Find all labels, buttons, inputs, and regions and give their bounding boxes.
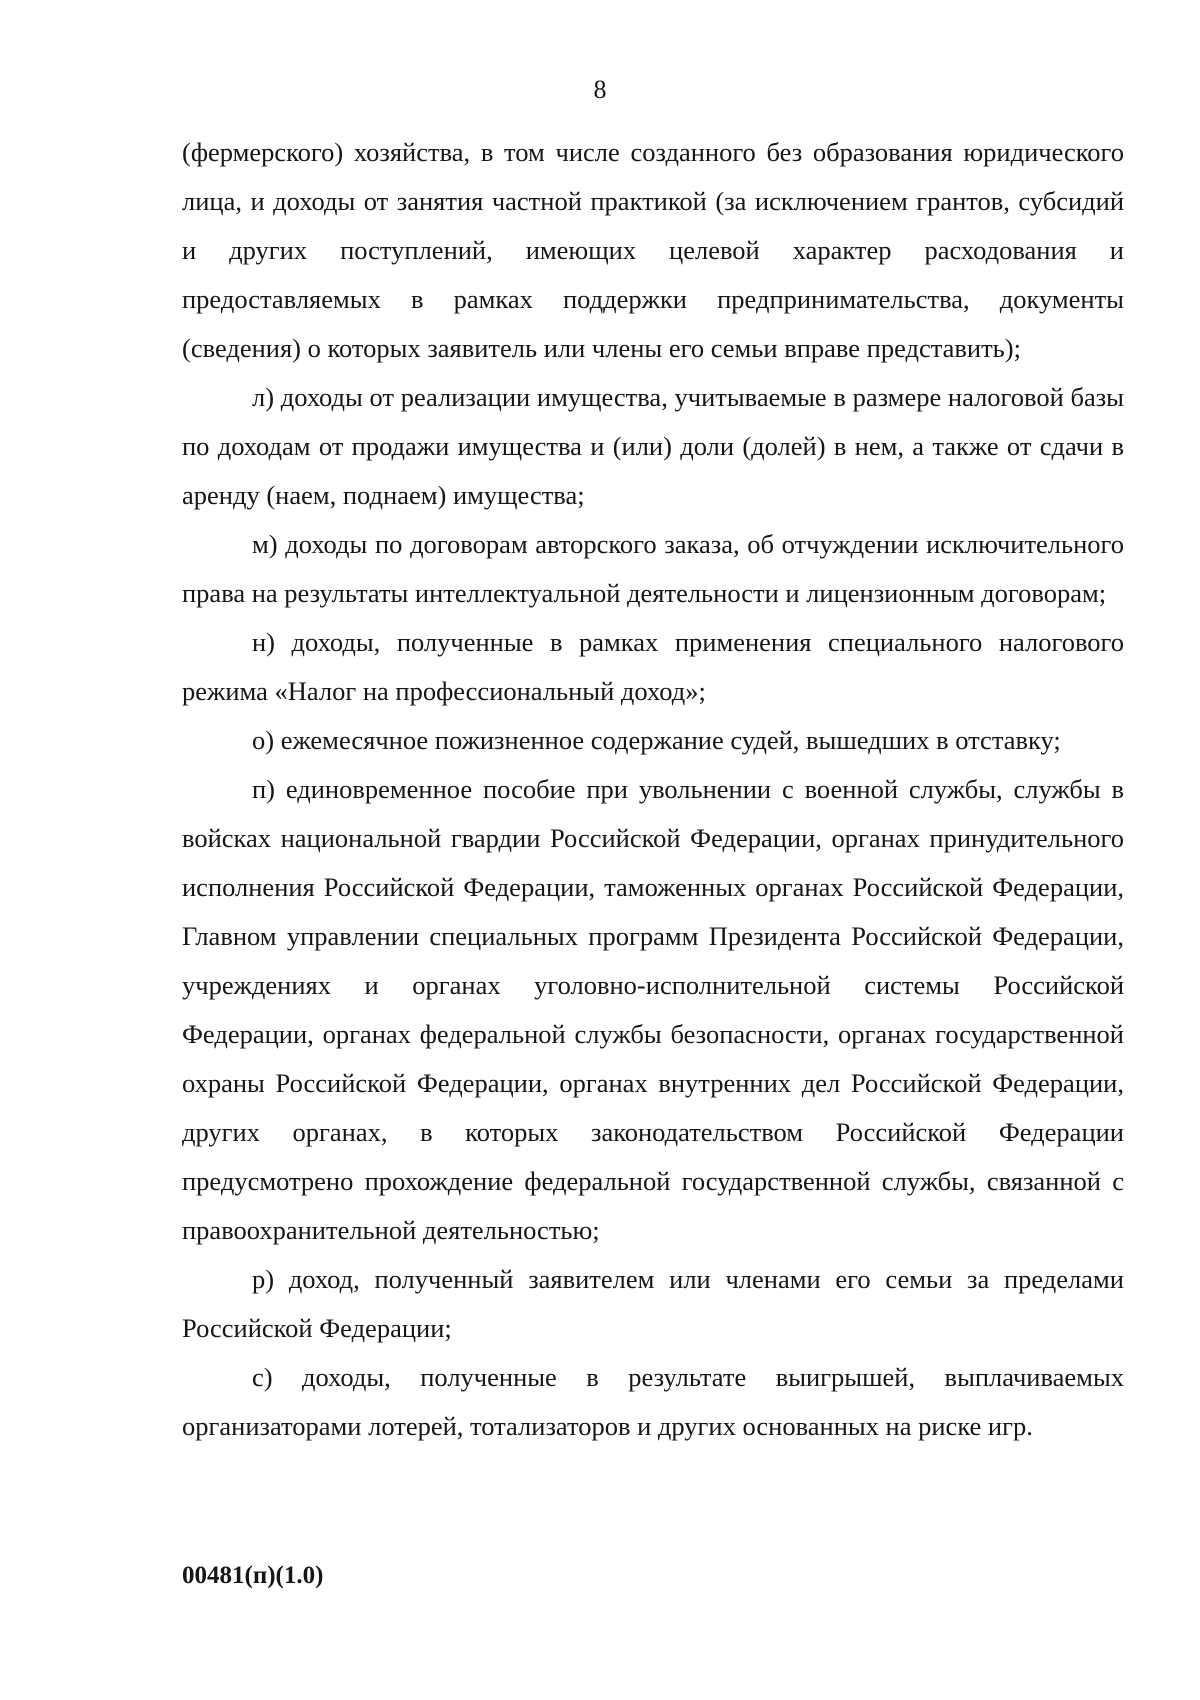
document-code: 00481(п)(1.0) bbox=[182, 1562, 324, 1589]
paragraph-item-p: п) единовременное пособие при увольнении с военной службы, службы в войсках национальной гвардии Российской Федерации, органах принудительного исполнения Российской Федерации, таможенных органах Российской Федерации, Главном управлении специальных программ Президента Российской Федерации, учреждениях и органах уголовно-исполнительной системы Российской Федерации, органах федеральной службы безопасности, органах государственной охраны Российской Федерации, органах внутренних дел Российской Федерации, других органах, в которых законодательством Российской Федерации предусмотрено прохождение федеральной государственной службы, связанной с правоохранительной деятельностью; bbox=[182, 774, 1124, 1245]
paragraph-item-r: р) доход, полученный заявителем или членами его семьи за пределами Российской Федерации; bbox=[182, 1264, 1124, 1343]
page-number: 8 bbox=[593, 75, 607, 104]
paragraph-item-l: л) доходы от реализации имущества, учитываемые в размере налоговой базы по доходам от продажи имущества и (или) доли (долей) в нем, а также от сдачи в аренду (наем, поднаем) имущества; bbox=[182, 382, 1124, 510]
paragraph-item-m: м) доходы по договорам авторского заказа, об отчуждении исключительного права на результаты интеллектуальной деятельности и лицензионным договорам; bbox=[182, 529, 1124, 608]
paragraph-continuation: (фермерского) хозяйства, в том числе созданного без образования юридического лица, и доходы от занятия частной практикой (за исключением грантов, субсидий и других поступлений, имеющих целевой характер расходования и предоставляемых в рамках поддержки предпринимательства, документы (сведения) о которых заявитель или члены его семьи вправе представить); bbox=[182, 137, 1124, 363]
paragraph-item-o: о) ежемесячное пожизненное содержание судей, вышедших в отставку; bbox=[252, 725, 1061, 755]
document-body bbox=[182, 128, 1124, 1451]
paragraph-item-s: с) доходы, полученные в результате выигрышей, выплачиваемых организаторами лотерей, тотализаторов и других основанных на риске игр. bbox=[182, 1362, 1124, 1441]
paragraph-item-n: н) доходы, полученные в рамках применения специального налогового режима «Налог на профессиональный доход»; bbox=[182, 627, 1124, 706]
